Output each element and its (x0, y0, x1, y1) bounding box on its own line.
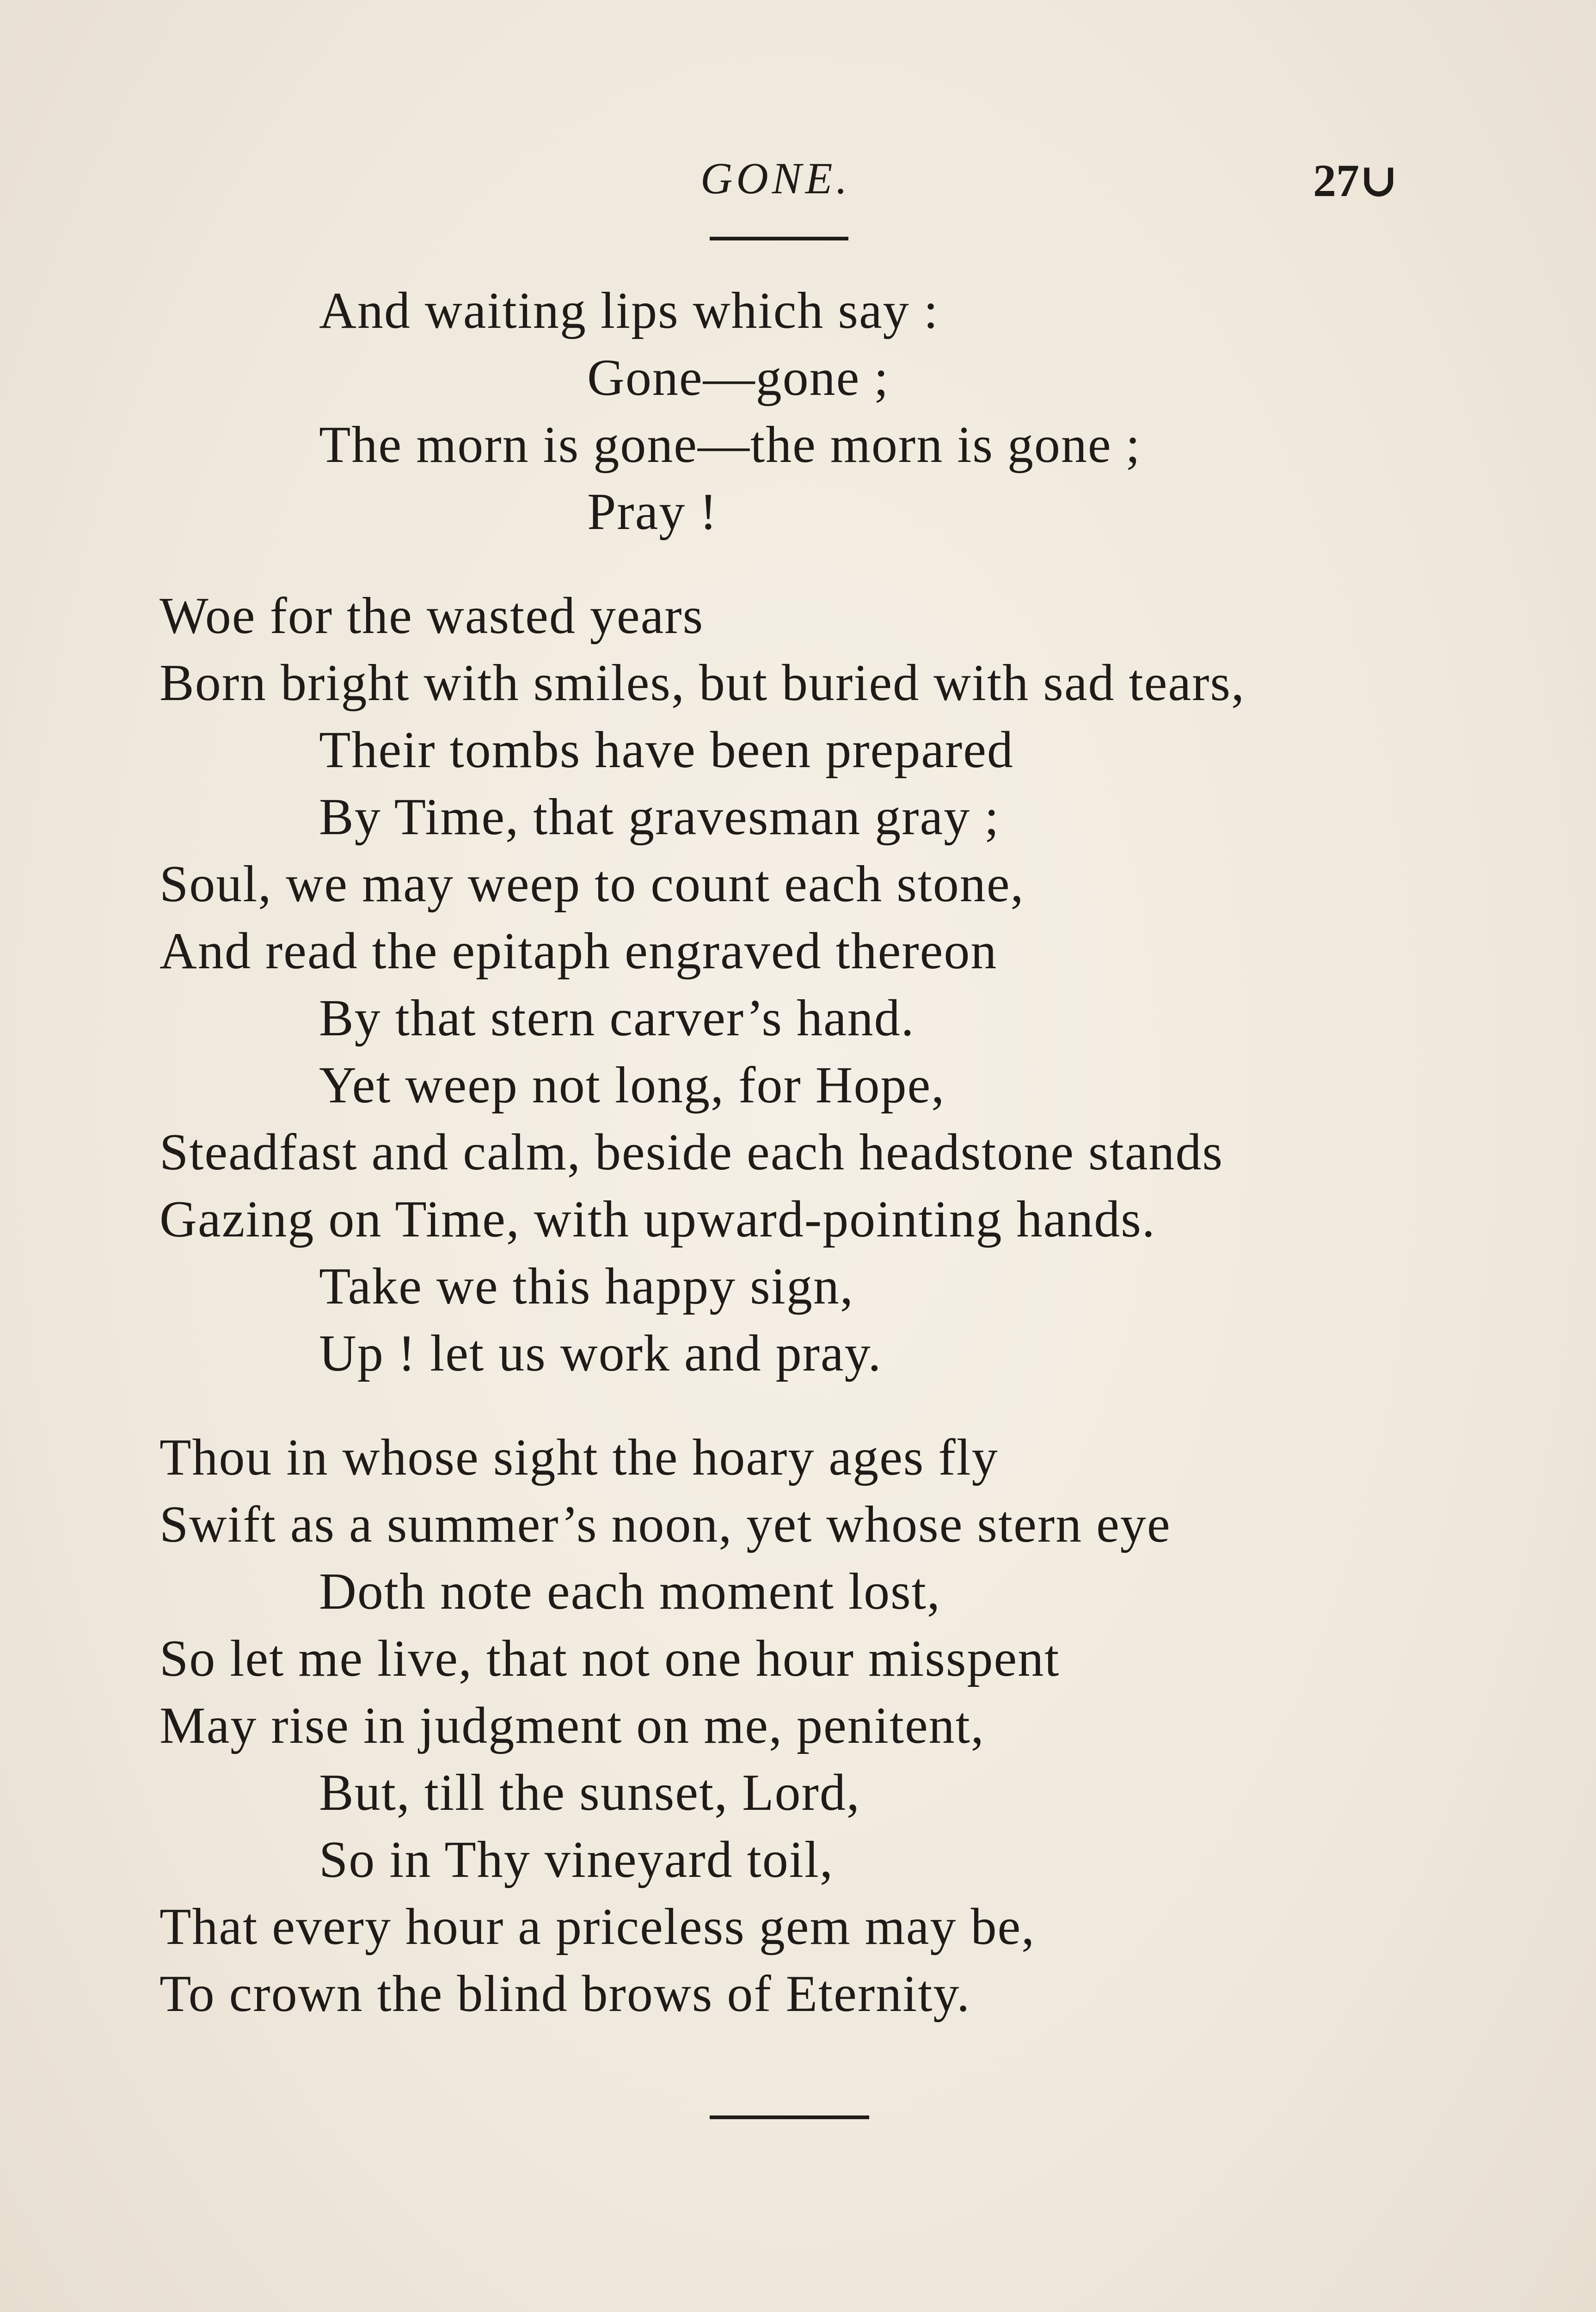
poem-line: Swift as a summer’s noon, yet whose stern eye (160, 1496, 1171, 1553)
poem-line: Take we this happy sign, (319, 1258, 854, 1315)
poem-line: Thou in whose sight the hoary ages fly (160, 1429, 999, 1486)
poem-line: Gazing on Time, with upward-pointing hands. (160, 1191, 1156, 1248)
poem-line: May rise in judgment on me, penitent, (160, 1697, 985, 1754)
header-rule (710, 237, 848, 240)
poem-line: Soul, we may weep to count each stone, (160, 855, 1025, 913)
poem-line: By Time, that gravesman gray ; (319, 788, 1000, 846)
end-rule (710, 2115, 869, 2119)
poem-line: Up ! let us work and pray. (319, 1325, 882, 1382)
poem-line: So let me live, that not one hour misspent (160, 1630, 1060, 1687)
poem-body (0, 277, 1596, 2065)
poem-line: By that stern carver’s hand. (319, 990, 915, 1047)
stanza (0, 583, 1596, 1387)
poem-line: Steadfast and calm, beside each headstone stands (160, 1124, 1223, 1181)
poem-line: And waiting lips which say : (319, 282, 939, 339)
poem-line: Yet weep not long, for Hope, (319, 1057, 945, 1114)
poem-line: The morn is gone—the morn is gone ; (319, 416, 1141, 473)
poem-line: Born bright with smiles, but buried with sad tears, (160, 654, 1245, 712)
running-head (0, 153, 1596, 217)
poem-line: Woe for the wasted years (160, 587, 704, 645)
stanza (0, 1424, 1596, 2028)
page-number: 27∪ (1313, 155, 1398, 206)
poem-line: Pray ! (587, 483, 718, 541)
poem-line: Gone—gone ; (587, 349, 890, 406)
poem-line: And read the epitaph engraved thereon (160, 922, 998, 980)
poem-line: Doth note each moment lost, (319, 1563, 941, 1620)
poem-line: To crown the blind brows of Eternity. (160, 1965, 971, 2023)
poem-line: But, till the sunset, Lord, (319, 1764, 860, 1821)
poem-line: So in Thy vineyard toil, (319, 1831, 834, 1888)
poem-line: That every hour a priceless gem may be, (160, 1898, 1036, 1955)
poem-line: Their tombs have been prepared (319, 721, 1014, 779)
stanza (0, 277, 1596, 546)
running-head-title: GONE. (700, 154, 851, 203)
